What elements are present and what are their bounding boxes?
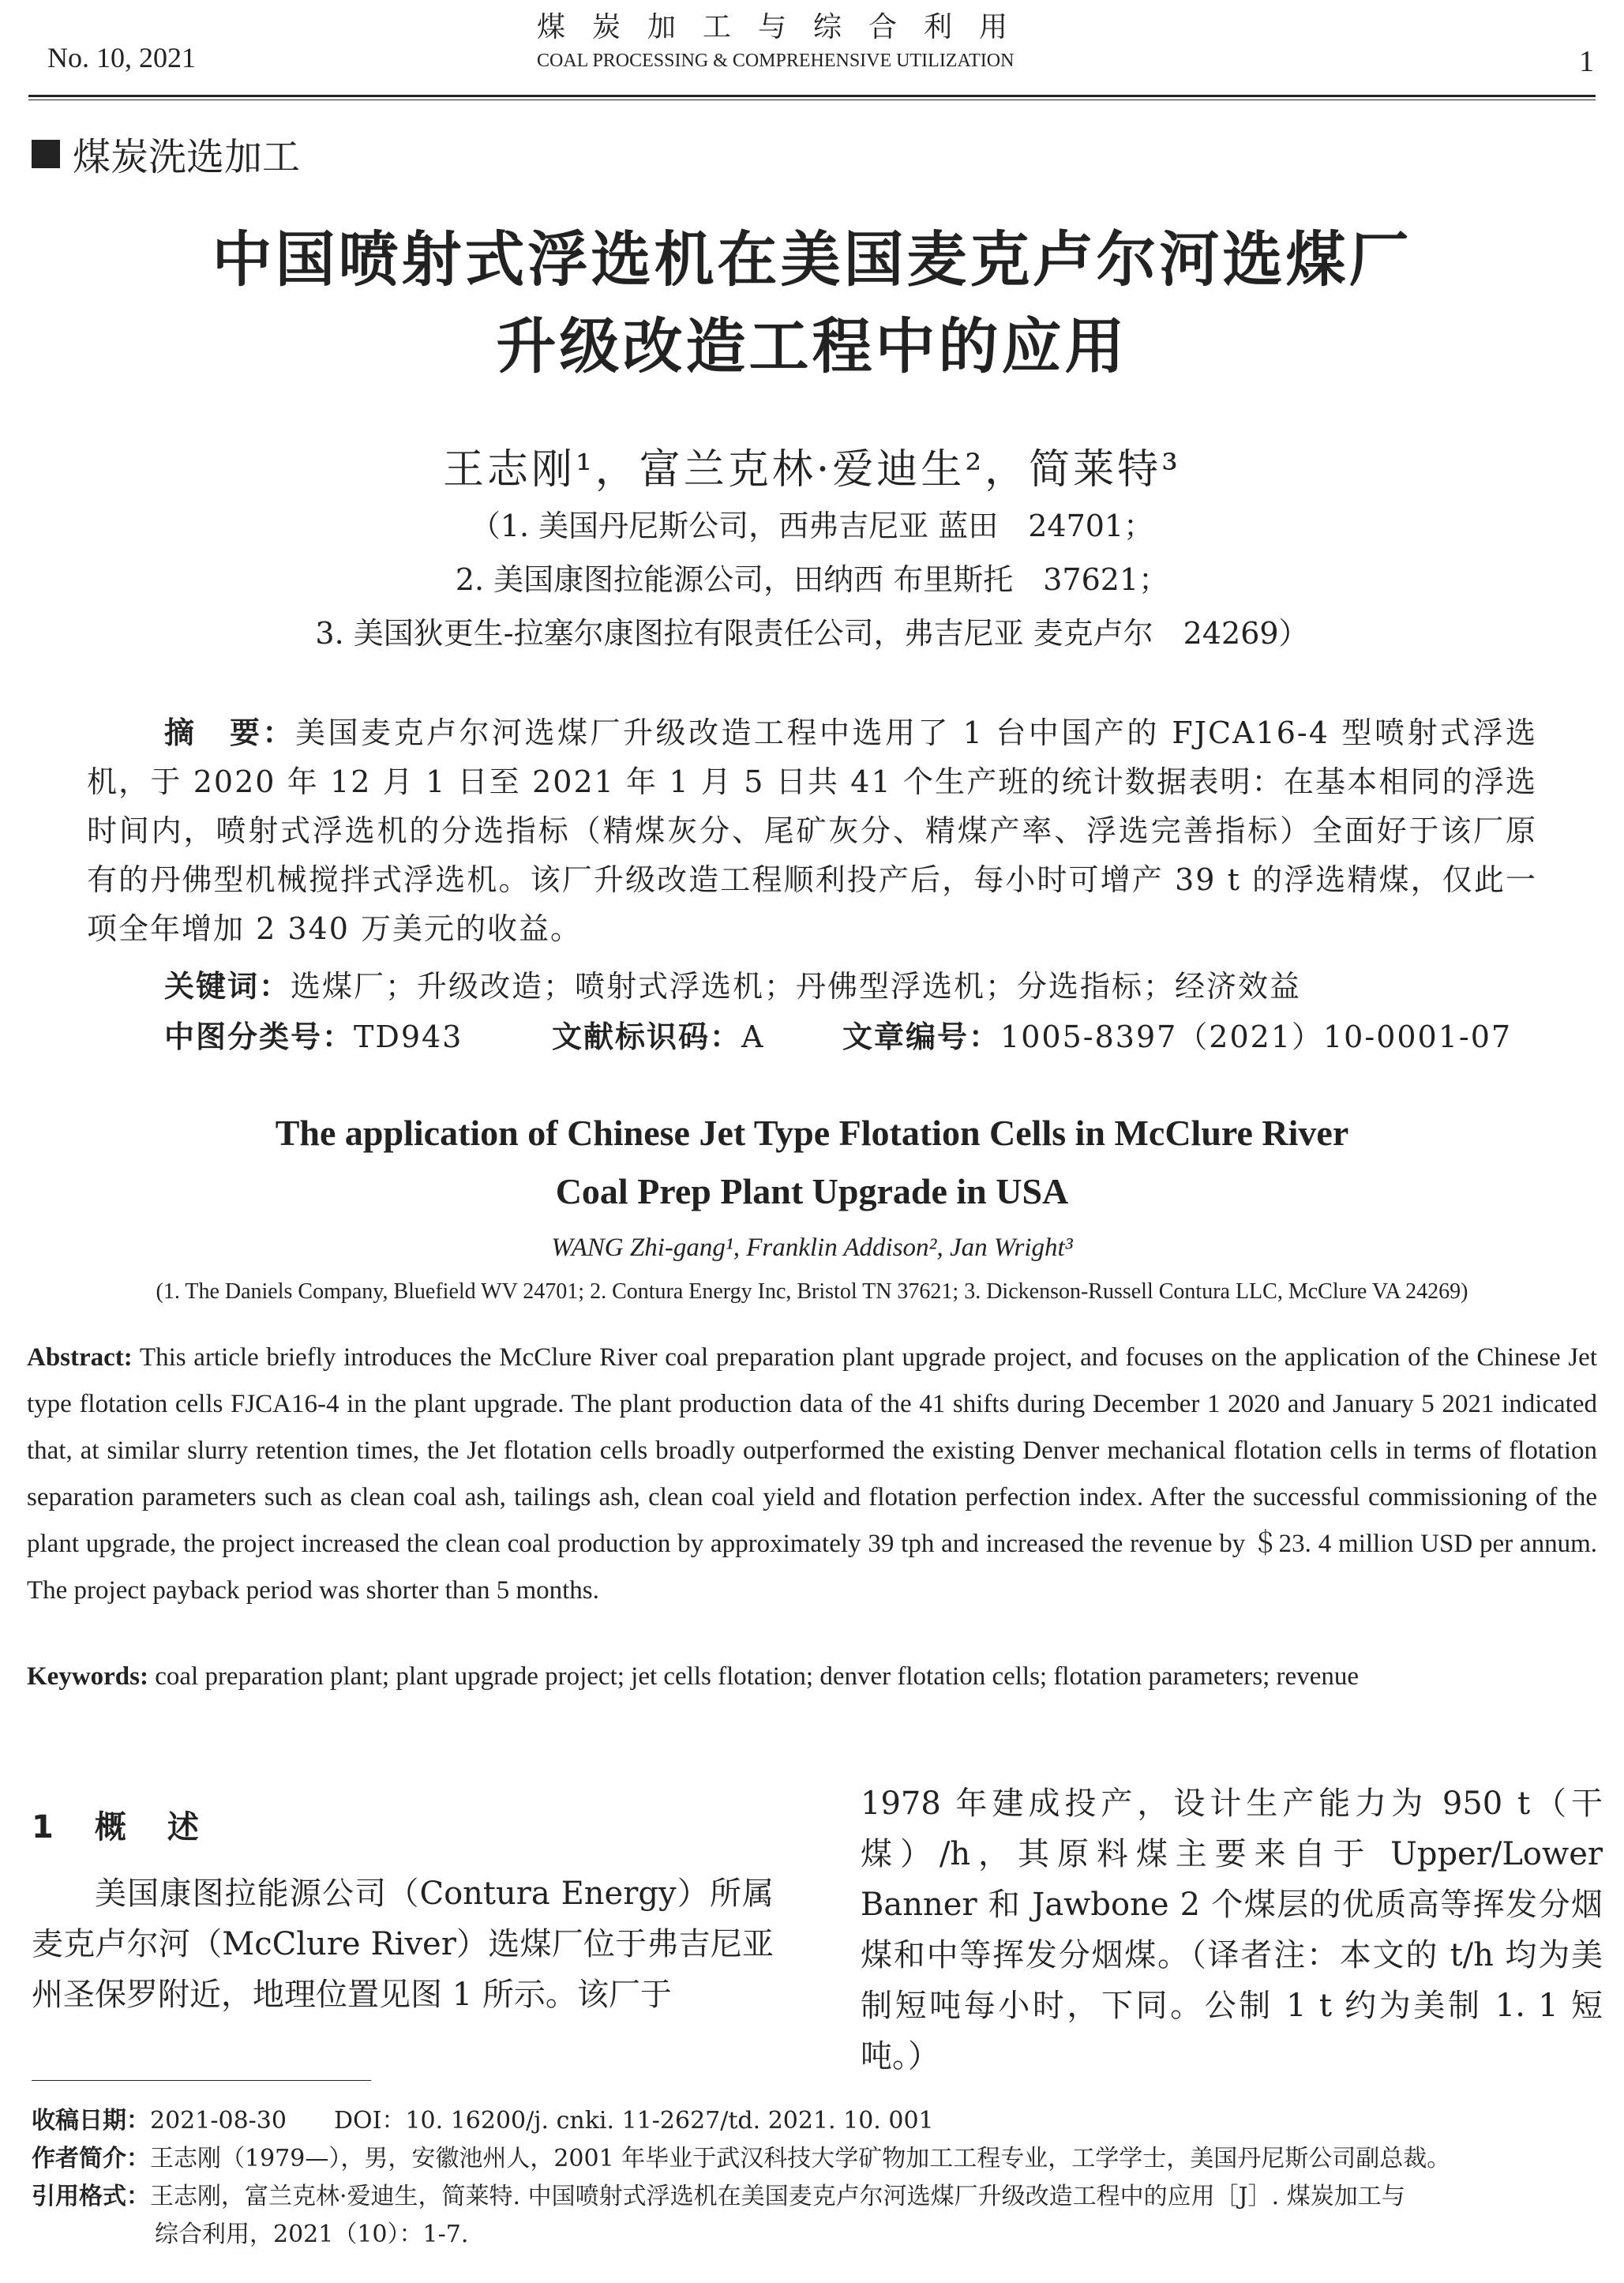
authors-en: WANG Zhi-gang¹, Franklin Addison², Jan Wright³	[551, 1233, 1073, 1262]
keywords-en	[27, 1662, 1597, 1692]
doi: DOI：10. 16200/j. cnki. 11-2627/td. 2021. 10. 001	[333, 2107, 934, 2135]
journal-name-cn: 煤炭加工与综合利用	[537, 11, 1035, 43]
affiliation-cn-3: 3. 美国狄更生-拉塞尔康图拉有限责任公司，弗吉尼亚 麦克卢尔 24269）	[315, 616, 1309, 651]
author-bio-value: 王志刚（1979—），男，安徽池州人，2001 年毕业于武汉科技大学矿物加工工程专业，工学学士，美国丹尼斯公司副总裁。	[150, 2145, 1451, 2172]
citation-value-1: 王志刚，富兰克林·爱迪生，简莱特. 中国喷射式浮选机在美国麦克卢尔河选煤厂升级改造工程中的应用［J］. 煤炭加工与	[150, 2183, 1405, 2210]
received-value: 2021-08-30	[150, 2107, 287, 2135]
body-column-left: 美国康图拉能源公司（Contura Energy）所属麦克卢尔河（McClure River）选煤厂位于弗吉尼亚州圣保罗附近，地理位置见图 1 所示。该厂于	[32, 1876, 774, 2013]
footnote-citation-cont: 综合利用，2021（10）：1-7.	[155, 2221, 469, 2248]
affiliations-en: (1. The Daniels Company, Bluefield WV 24701; 2. Contura Energy Inc, Bristol TN 37621; 3. Dickenson-Russell Contura LLC, McClure VA 24269)	[156, 1279, 1468, 1304]
keywords-en-label: Keywords:	[27, 1662, 148, 1691]
doc-code-value: A	[741, 1019, 765, 1054]
clc-value: TD943	[354, 1019, 463, 1054]
affiliation-cn-1: （1. 美国丹尼斯公司，西弗吉尼亚 蓝田 24701；	[470, 509, 1154, 543]
header-rule	[28, 95, 1596, 97]
keywords-en-text: coal preparation plant; plant upgrade project; jet cells flotation; denver flotation cells; flotation parameters; revenue	[155, 1662, 1359, 1691]
section-tag-label: 煤炭洗选加工	[73, 135, 301, 179]
article-no-value: 1005-8397（2021）10-0001-07	[1000, 1019, 1513, 1054]
citation-label: 引用格式：	[32, 2183, 150, 2210]
title-cn-line-2: 升级改造工程中的应用	[496, 311, 1128, 381]
classification-line	[164, 1012, 1537, 1061]
affiliation-cn-2: 2. 美国康图拉能源公司，田纳西 布里斯托 37621；	[455, 562, 1169, 597]
title-en-line-2: Coal Prep Plant Upgrade in USA	[555, 1171, 1069, 1211]
title-cn-line-1: 中国喷射式浮选机在美国麦克卢尔河选煤厂	[212, 224, 1412, 295]
abstract-en-text: This article briefly introduces the McClure River coal preparation plant upgrade project, and focuses on the application of the Chinese Jet type flotation cells FJCA16-4 in the plant upgrade. The plant production data of the 41 shifts during December 1 2020 and January 5 2021 indicated that, at similar slurry retention times, the Jet flotation cells broadly outperformed the existing Denver mechanical flotation cells in terms of flotation separation parameters such as clean coal ash, tailings ash, clean coal yield and flotation perfection index. After the successful commissioning of the plant upgrade, the project increased the clean coal production by approximately 39 tph and increased the revenue by ＄23. 4 million USD per annum. The project payback period was shorter than 5 months.	[27, 1343, 1597, 1605]
abstract-cn-text: 美国麦克卢尔河选煤厂升级改造工程中选用了 1 台中国产的 FJCA16-4 型喷射式浮选机，于 2020 年 12 月 1 日至 2021 年 1 月 5 日共 41 个生产班的统计数据表明：在基本相同的浮选时间内，喷射式浮选机的分选指标（精煤灰分、尾矿灰分、精煤产率、浮选完善指标）全面好于该厂原有的丹佛型机械搅拌式浮选机。该厂升级改造工程顺利投产后，每小时可增产 39 t 的浮选精煤，仅此一项全年增加 2 340 万美元的收益。	[87, 715, 1537, 946]
footnote-citation	[32, 2180, 1592, 2214]
authors-cn: 王志刚¹，富兰克林·爱迪生²，简莱特³	[442, 446, 1182, 494]
abstract-cn	[87, 708, 1537, 953]
square-bullet-icon	[32, 140, 60, 168]
keywords-cn-label: 关键词：	[164, 969, 291, 1004]
article-no-label: 文章编号：	[842, 1019, 1001, 1054]
clc-label: 中图分类号：	[164, 1019, 354, 1054]
received-label: 收稿日期：	[32, 2107, 150, 2135]
section-1-heading: 1 概 述	[32, 1809, 204, 1846]
issue-number: No. 10, 2021	[47, 42, 196, 73]
doc-code-label: 文献标识码：	[552, 1019, 742, 1054]
abstract-cn-label: 摘 要：	[164, 715, 296, 750]
body-column-right: 1978 年建成投产，设计生产能力为 950 t（干煤）/h，其原料煤主要来自于 Upper/Lower Banner 和 Jawbone 2 个煤层的优质高等挥发分烟煤和中等挥发分烟煤。（译者注：本文的 t/h 均为美制短吨每小时，下同。公制 1 t 约为美制 1. 1 短吨。）	[861, 1785, 1603, 2075]
footnote-author	[32, 2142, 1592, 2176]
author-bio-label: 作者简介：	[32, 2145, 150, 2172]
footnote-rule	[32, 2080, 371, 2081]
journal-name-en: COAL PROCESSING & COMPREHENSIVE UTILIZATION	[537, 51, 1015, 71]
keywords-cn-text: 选煤厂；升级改造；喷射式浮选机；丹佛型浮选机；分选指标；经济效益	[291, 969, 1302, 1004]
title-en-line-1: The application of Chinese Jet Type Flotation Cells in McClure River	[275, 1113, 1349, 1153]
abstract-en-label: Abstract:	[27, 1343, 133, 1372]
page-number: 1	[1579, 45, 1594, 78]
section-tag	[32, 126, 300, 181]
abstract-en	[27, 1335, 1597, 1614]
keywords-cn	[164, 962, 1537, 1011]
footnote-received	[32, 2104, 1592, 2138]
